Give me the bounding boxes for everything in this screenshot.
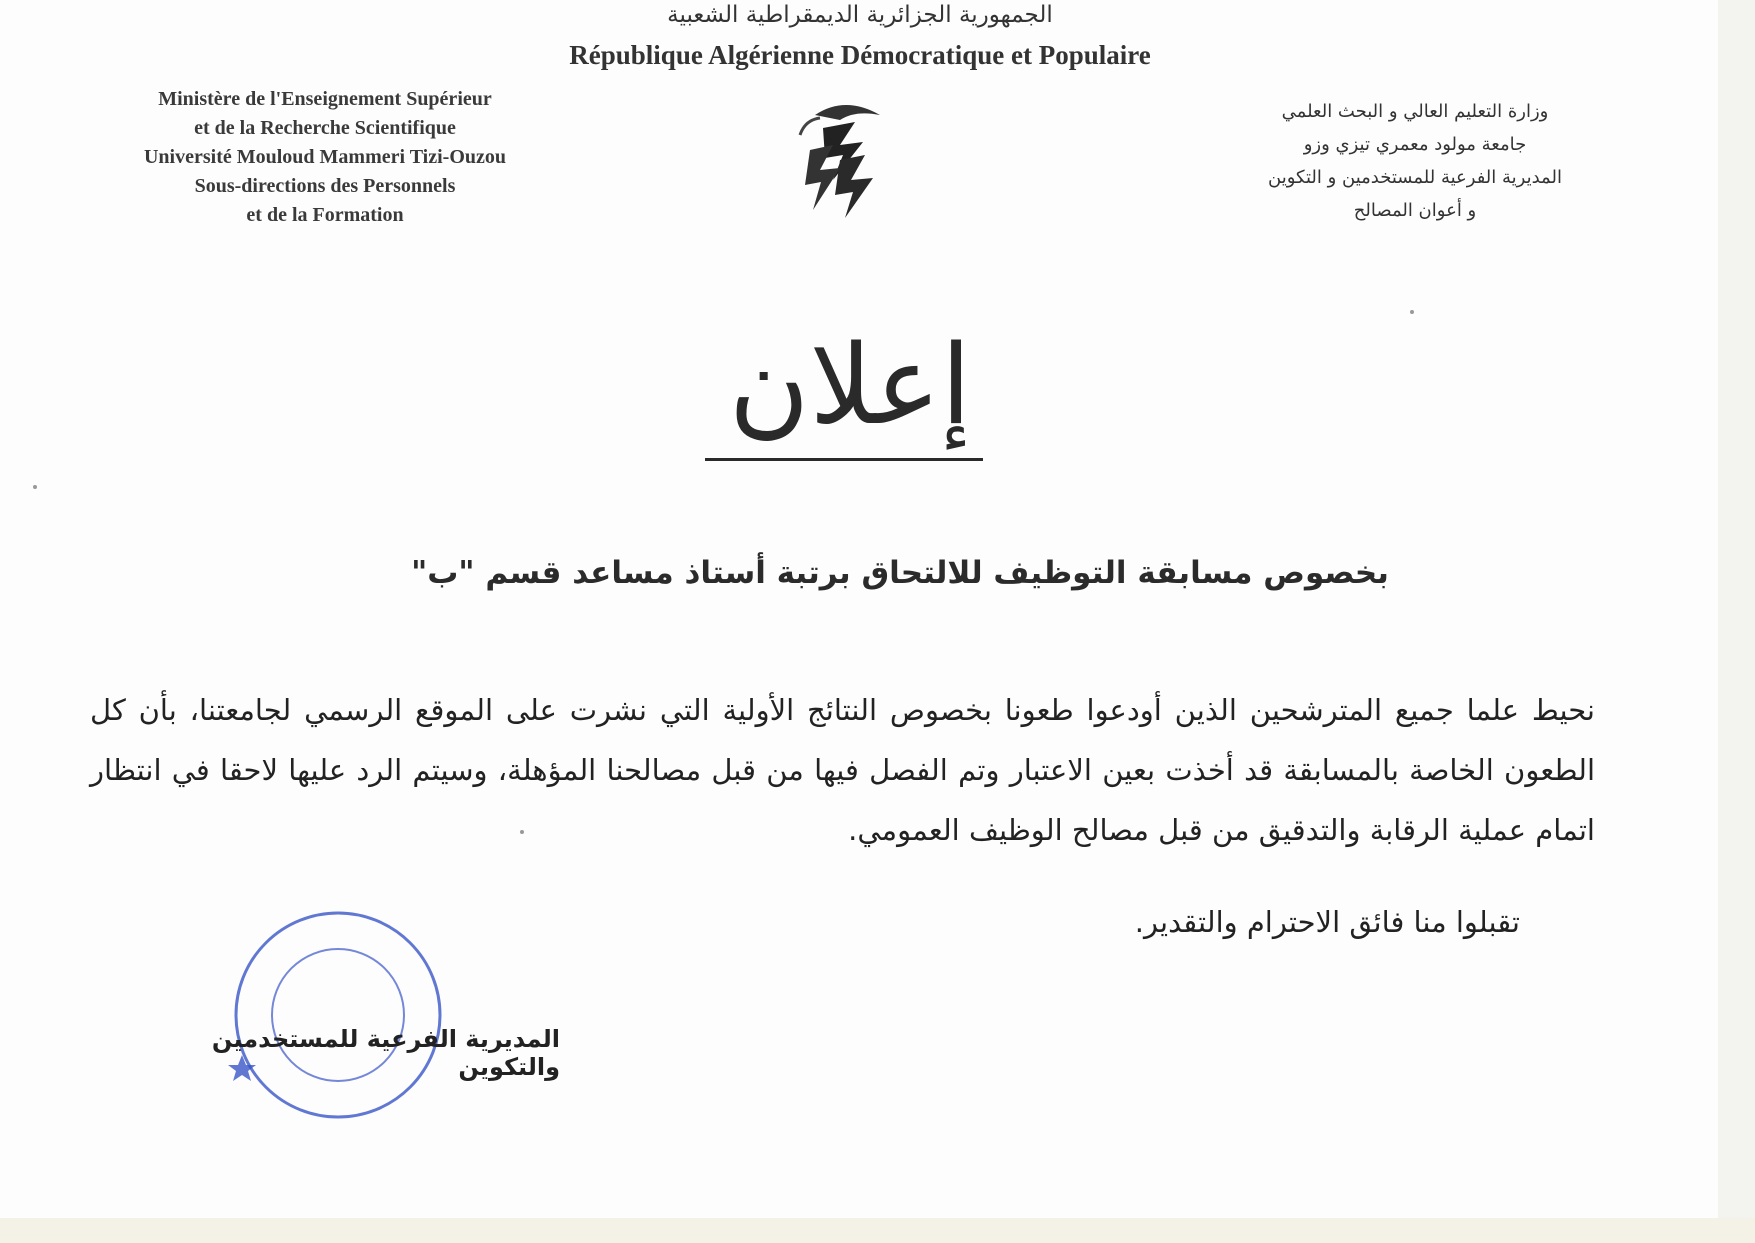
scan-edge-bottom — [0, 1218, 1755, 1243]
institution-line: جامعة مولود معمري تيزي وزو — [1303, 134, 1527, 155]
scan-speck — [520, 830, 524, 834]
institution-block-french — [110, 85, 540, 230]
announcement-body: نحيط علما جميع المترشحين الذين أودعوا طعونا بخصوص النتائج الأولية التي نشرت على الموقع الرسمي لجامعتنا، بأن كل الطعون الخاصة بالمسابقة قد أخذت بعين الاعتبار وتم الفصل فيها من قبل مصالحنا المؤهلة، وسيتم الرد عليها لاحقا في انتظار اتمام عملية الرقابة والتدقيق من قبل مصالح الوظيف العمومي. — [90, 693, 1595, 847]
institution-line: و أعوان المصالح — [1353, 200, 1477, 221]
title-underline — [705, 458, 983, 461]
scan-edge-right — [1718, 0, 1755, 1243]
institution-line: المديرية الفرعية للمستخدمين و التكوين — [1268, 167, 1562, 188]
official-stamp-icon — [228, 905, 448, 1125]
institution-line: Sous-directions des Personnels — [194, 175, 456, 197]
header-arabic-state: الجمهورية الجزائرية الديمقراطية الشعبية — [667, 2, 1053, 28]
institution-line: et de la Formation — [246, 204, 404, 226]
institution-block-arabic — [1200, 95, 1630, 227]
closing-line: تقبلوا منا فائق الاحترام والتقدير. — [1134, 905, 1520, 939]
header-french-state: République Algérienne Démocratique et Populaire — [569, 40, 1151, 70]
announcement-subject: بخصوص مسابقة التوظيف للالتحاق برتبة أستاذ مساعد قسم "ب" — [411, 555, 1389, 591]
page-title: إعلان — [728, 321, 972, 449]
university-logo-icon — [785, 100, 895, 230]
institution-line: Ministère de l'Enseignement Supérieur — [158, 88, 492, 110]
signature-office: المديرية الفرعية للمستخدمين والتكوين — [211, 1025, 560, 1081]
institution-line: et de la Recherche Scientifique — [194, 117, 456, 139]
scan-speck — [1410, 310, 1414, 314]
institution-line: وزارة التعليم العالي و البحث العلمي — [1281, 101, 1549, 122]
scan-speck — [33, 485, 37, 489]
institution-line: Université Mouloud Mammeri Tizi-Ouzou — [143, 146, 506, 168]
